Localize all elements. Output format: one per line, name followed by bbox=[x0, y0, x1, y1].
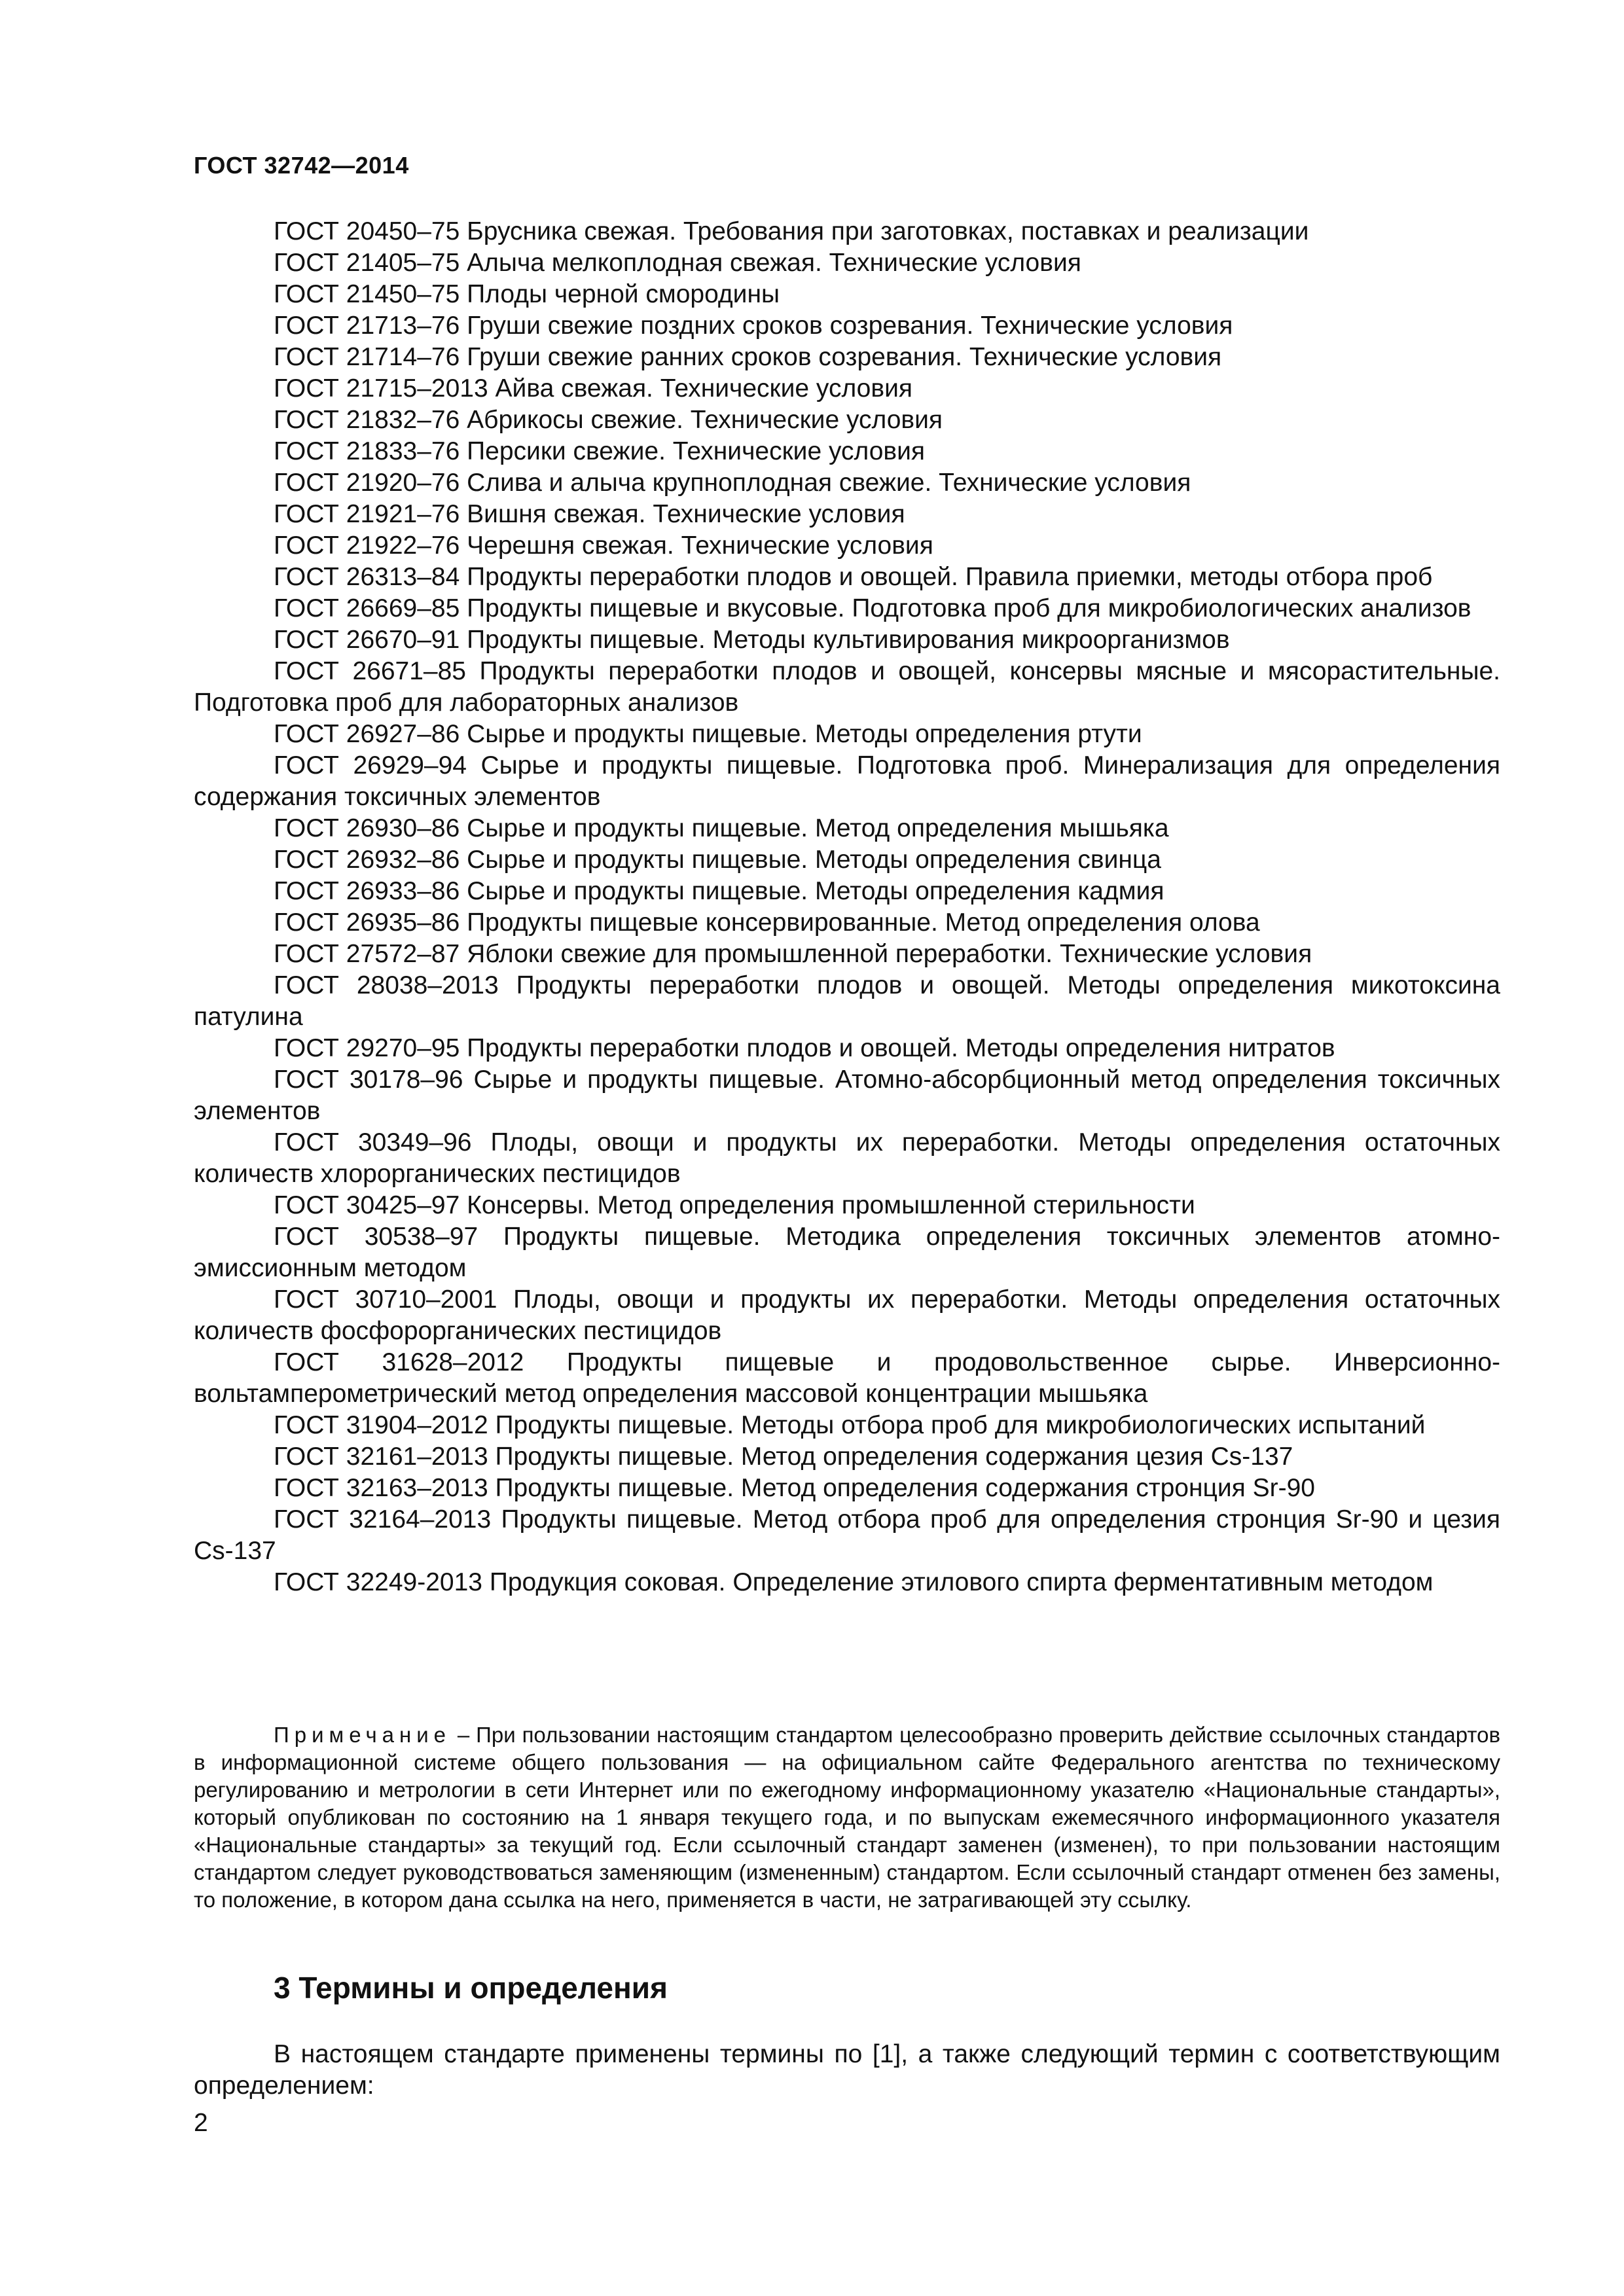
reference-item: ГОСТ 21833–76 Персики свежие. Технические условия bbox=[274, 437, 926, 465]
reference-item: ГОСТ 29270–95 Продукты переработки плодов и овощей. Методы определения нитратов bbox=[274, 1034, 1335, 1062]
document-header: ГОСТ 32742—2014 bbox=[194, 152, 409, 179]
reference-item: ГОСТ 27572–87 Яблоки свежие для промышленной переработки. Технические условия bbox=[274, 940, 1312, 968]
reference-item: ГОСТ 30425–97 Консервы. Метод определения промышленной стерильности bbox=[274, 1191, 1195, 1219]
reference-item: ГОСТ 21714–76 Груши свежие ранних сроков созревания. Технические условия bbox=[274, 343, 1222, 371]
reference-item: ГОСТ 21921–76 Вишня свежая. Технические условия bbox=[274, 500, 905, 528]
section-heading: 3 Термины и определения bbox=[274, 1971, 668, 2005]
reference-item: ГОСТ 26930–86 Сырье и продукты пищевые. Метод определения мышьяка bbox=[274, 814, 1169, 842]
reference-item: ГОСТ 28038–2013 Продукты переработки плодов и овощей. Методы определения микотоксина патулина bbox=[194, 971, 1500, 1031]
reference-item: ГОСТ 30538–97 Продукты пищевые. Методика определения токсичных элементов атомно-эмиссионным методом bbox=[194, 1223, 1500, 1282]
reference-item: ГОСТ 26929–94 Сырье и продукты пищевые. Подготовка проб. Минерализация для определения содержания токсичных элементов bbox=[194, 751, 1500, 811]
reference-item: ГОСТ 32163–2013 Продукты пищевые. Метод определения содержания стронция Sr-90 bbox=[274, 1474, 1315, 1502]
reference-item: ГОСТ 26935–86 Продукты пищевые консервированные. Метод определения олова bbox=[274, 908, 1260, 937]
reference-item: ГОСТ 26932–86 Сырье и продукты пищевые. Методы определения свинца bbox=[274, 846, 1161, 874]
reference-item: ГОСТ 32164–2013 Продукты пищевые. Метод отбора проб для определения стронция Sr-90 и цезия Cs-137 bbox=[194, 1505, 1500, 1565]
page-number: 2 bbox=[194, 2109, 208, 2137]
reference-item: ГОСТ 21920–76 Слива и алыча крупноплодная свежие. Технические условия bbox=[274, 469, 1191, 497]
note-label: Примечание bbox=[274, 1723, 452, 1747]
section-paragraph: В настоящем стандарте применены термины по [1], а также следующий термин с соответствующим определением: bbox=[194, 2040, 1500, 2100]
reference-item: ГОСТ 26670–91 Продукты пищевые. Методы культивирования микроорганизмов bbox=[274, 626, 1230, 654]
reference-item: ГОСТ 21715–2013 Айва свежая. Технические условия bbox=[274, 374, 912, 403]
reference-item: ГОСТ 26671–85 Продукты переработки плодов и овощей, консервы мясные и мясорастительные. Подготовка проб для лабораторных анализов bbox=[194, 657, 1500, 717]
reference-item: ГОСТ 30710–2001 Плоды, овощи и продукты их переработки. Методы определения остаточных количеств фосфорорганических пестицидов bbox=[194, 1285, 1500, 1345]
reference-item: ГОСТ 20450–75 Брусника свежая. Требования при заготовках, поставках и реализации bbox=[274, 217, 1309, 245]
reference-item: ГОСТ 26669–85 Продукты пищевые и вкусовые. Подготовка проб для микробиологических анализов bbox=[274, 594, 1471, 622]
note-text: – При пользовании настоящим стандартом целесообразно проверить действие ссылочных стандартов в информационной системе общего пользования — на официальном сайте Федерального агентства по техническому регулированию и метрологии в сети Интернет или по ежегодному информационному указателю «Национальные стандарты», который опубликован по состоянию на 1 января текущего года, и по выпускам ежемесячного информационного указателя «Национальные стандарты» за текущий год. Если ссылочный стандарт заменен (изменен), то при пользовании настоящим стандартом следует руководствоваться заменяющим (измененным) стандартом. Если ссылочный стандарт отменен без замены, то положение, в котором дана ссылка на него, применяется в части, не затрагивающей эту ссылку. bbox=[194, 1723, 1501, 1912]
reference-item: ГОСТ 26313–84 Продукты переработки плодов и овощей. Правила приемки, методы отбора проб bbox=[274, 563, 1433, 591]
reference-item: ГОСТ 26927–86 Сырье и продукты пищевые. Методы определения ртути bbox=[274, 720, 1142, 748]
reference-item: ГОСТ 32249-2013 Продукция соковая. Определение этилового спирта ферментативным методом bbox=[274, 1568, 1434, 1596]
reference-item: ГОСТ 21405–75 Алыча мелкоплодная свежая. Технические условия bbox=[274, 249, 1081, 277]
reference-item: ГОСТ 31628–2012 Продукты пищевые и продовольственное сырье. Инверсионно-вольтамперометрический метод определения массовой концентрации мышьяка bbox=[194, 1348, 1500, 1408]
reference-item: ГОСТ 32161–2013 Продукты пищевые. Метод определения содержания цезия Cs-137 bbox=[274, 1443, 1293, 1471]
reference-item: ГОСТ 21922–76 Черешня свежая. Технические условия bbox=[274, 531, 933, 560]
reference-item: ГОСТ 31904–2012 Продукты пищевые. Методы отбора проб для микробиологических испытаний bbox=[274, 1411, 1426, 1439]
reference-item: ГОСТ 21713–76 Груши свежие поздних сроков созревания. Технические условия bbox=[274, 312, 1233, 340]
reference-item: ГОСТ 30178–96 Сырье и продукты пищевые. Атомно-абсорбционный метод определения токсичных элементов bbox=[194, 1066, 1500, 1125]
references-list bbox=[194, 216, 1500, 1598]
reference-item: ГОСТ 26933–86 Сырье и продукты пищевые. Методы определения кадмия bbox=[274, 877, 1164, 905]
reference-item: ГОСТ 21832–76 Абрикосы свежие. Технические условия bbox=[274, 406, 943, 434]
reference-item: ГОСТ 21450–75 Плоды черной смородины bbox=[274, 280, 780, 308]
note-block bbox=[194, 1721, 1500, 1914]
reference-item: ГОСТ 30349–96 Плоды, овощи и продукты их переработки. Методы определения остаточных количеств хлорорганических пестицидов bbox=[194, 1128, 1500, 1188]
